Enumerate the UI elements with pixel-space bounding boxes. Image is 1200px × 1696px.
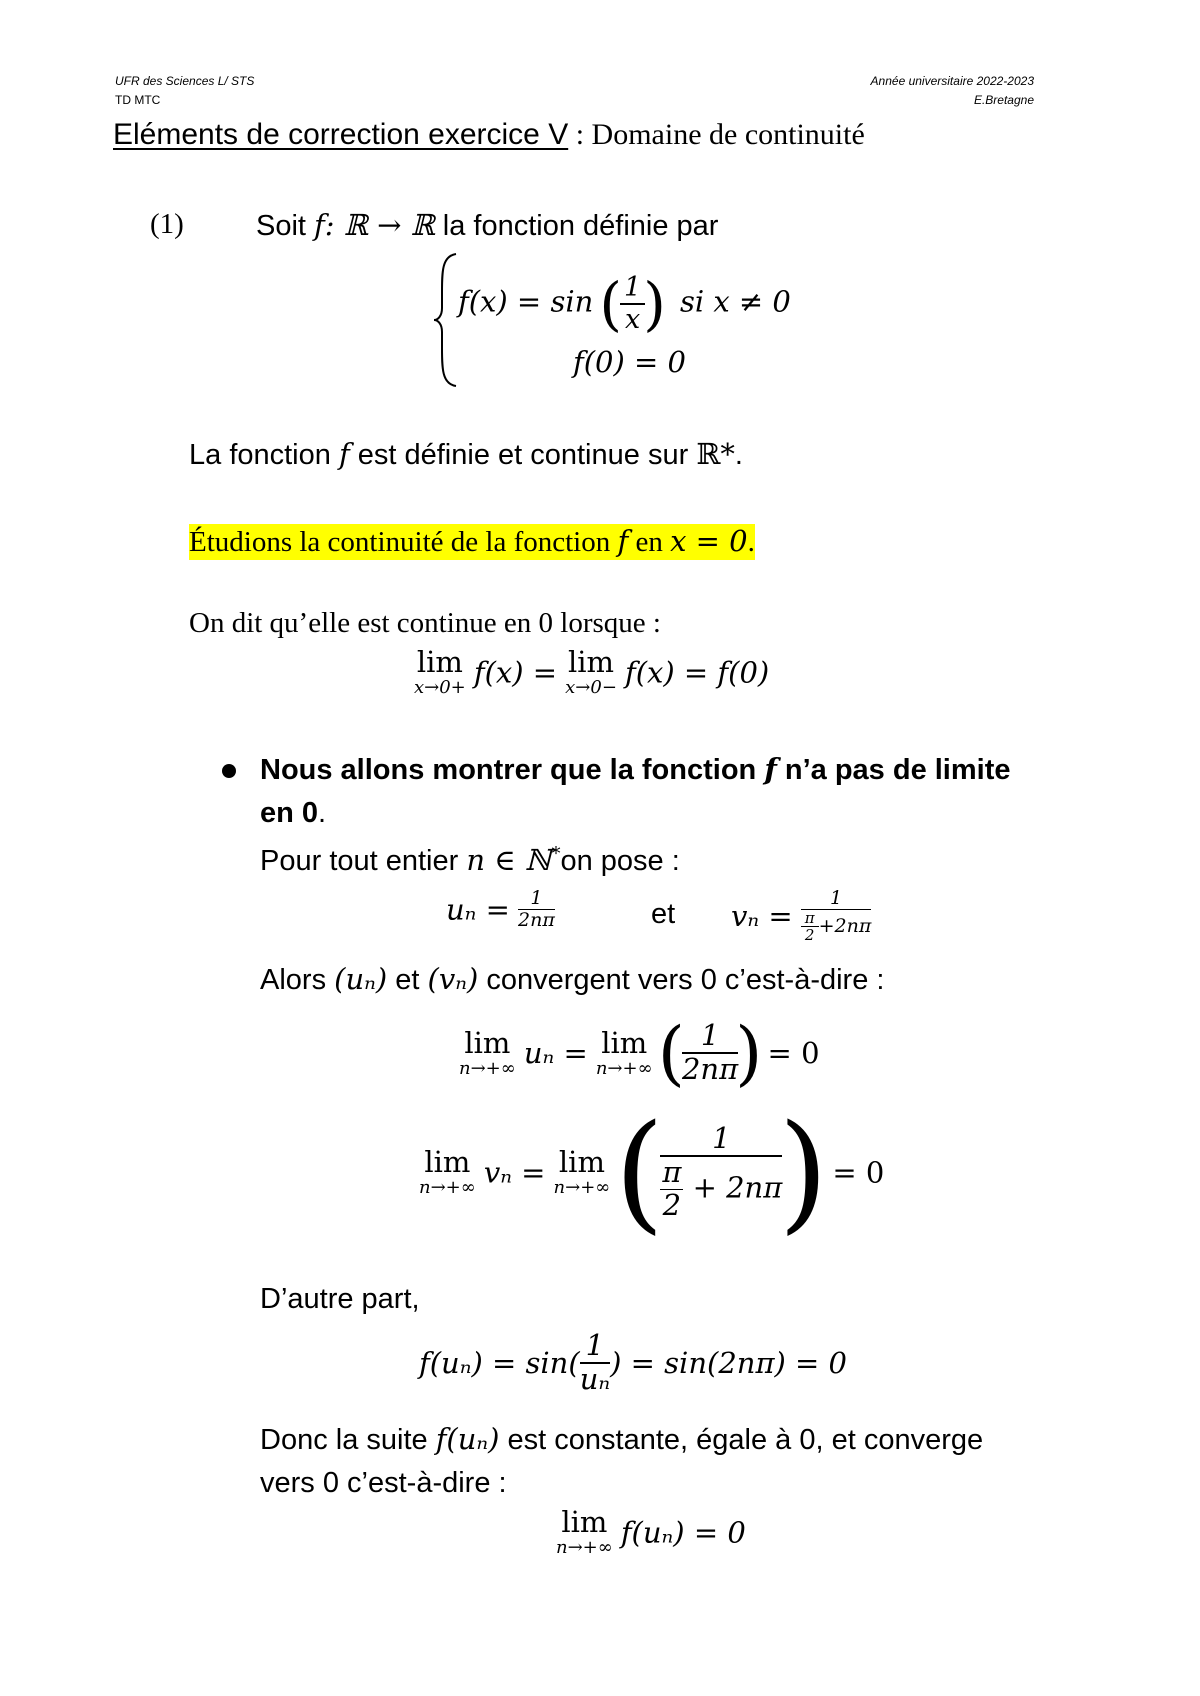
def-lim2 xyxy=(565,645,617,698)
bullet-line1 xyxy=(260,752,1011,787)
donc-math: f(uₙ) xyxy=(435,1422,500,1456)
donc-line2: vers 0 c’est-à-dire : xyxy=(260,1467,507,1499)
bullet-part1: Nous allons montrer que la fonction xyxy=(260,754,765,786)
case2: f(0) = 0 xyxy=(573,345,686,379)
continuity-line xyxy=(189,437,743,472)
lim-un-word1: lim xyxy=(464,1025,511,1060)
continuity-f: f xyxy=(338,437,350,471)
lim-vn-word2: lim xyxy=(558,1145,605,1179)
intro-line xyxy=(256,208,718,243)
lim2-den xyxy=(660,1157,782,1222)
highlight-mid: en xyxy=(628,526,671,558)
et-word: et xyxy=(651,898,676,930)
def-expr2: f(x) = f(0) xyxy=(624,655,770,690)
fun-fraction xyxy=(580,1330,610,1396)
left-brace xyxy=(432,252,460,388)
final-lim xyxy=(556,1505,613,1558)
vn-fraction xyxy=(801,888,872,944)
alors-suffix: convergent vers 0 c’est-à-dire : xyxy=(478,964,885,996)
vn-lhs: vₙ = xyxy=(731,898,793,933)
pose-math: n ∈ ℕ xyxy=(466,843,552,877)
lim2-den-pi: π xyxy=(662,1155,682,1190)
continuity-prefix: La fonction xyxy=(189,439,339,471)
un-fraction xyxy=(518,888,555,931)
header-left-line1: UFR des Sciences L/ STS xyxy=(115,74,255,88)
final-expr: f(uₙ) = 0 xyxy=(620,1515,746,1550)
title-part1: Eléments de correction exercice V xyxy=(113,118,569,151)
pose-suffix: on pose : xyxy=(560,845,680,877)
lim-vn-formula xyxy=(419,1098,884,1247)
lim1-den: 2nπ xyxy=(681,1052,739,1086)
def-lim1-word: lim xyxy=(416,645,463,679)
vn-den xyxy=(801,910,872,944)
lim2-fraction xyxy=(660,1123,782,1222)
case1-close-paren: ) xyxy=(643,270,666,338)
lim1-fraction xyxy=(682,1020,738,1086)
definition-formula xyxy=(414,645,770,698)
def-lim1 xyxy=(414,645,466,698)
vn-den-rest: +2nπ xyxy=(818,914,872,937)
definition-text: On dit qu’elle est continue en 0 lorsque : xyxy=(189,607,661,639)
lim2-den-rest: + 2nπ xyxy=(692,1170,783,1205)
lim-vn-sub2: n→+∞ xyxy=(553,1177,611,1198)
page-title xyxy=(113,118,865,152)
lim2-close-paren: ) xyxy=(778,1098,829,1247)
fun-den: uₙ xyxy=(579,1361,611,1396)
vn-num: 1 xyxy=(801,888,872,910)
lim-un-sub1: n→+∞ xyxy=(459,1057,516,1079)
lim-un-lim1 xyxy=(459,1025,516,1079)
highlight-end: . xyxy=(747,526,755,558)
bullet-line2 xyxy=(260,797,326,830)
intro-prefix: Soit xyxy=(256,210,315,242)
lim1-var: uₙ = xyxy=(523,1036,588,1070)
bullet-line2-dot: . xyxy=(318,797,327,829)
lim-un-formula xyxy=(459,1012,820,1094)
un-definition xyxy=(446,888,555,931)
lim2-num: 1 xyxy=(660,1123,782,1157)
lim2-den-frac xyxy=(660,1157,683,1222)
vn-definition xyxy=(731,888,871,944)
vn-den-frac xyxy=(801,910,819,944)
case1-frac-den: x xyxy=(624,304,641,335)
lim-un-sub2: n→+∞ xyxy=(595,1057,653,1079)
autre-part: D’autre part, xyxy=(260,1283,420,1315)
header-right-line1: Année universitaire 2022-2023 xyxy=(870,74,1034,88)
def-lim2-word: lim xyxy=(568,645,615,679)
lim1-result: = 0 xyxy=(767,1036,820,1070)
lim2-open-paren: ( xyxy=(614,1098,665,1247)
alors-mid: et xyxy=(387,964,428,996)
lim-un-word2: lim xyxy=(601,1025,648,1060)
highlight-line xyxy=(189,524,755,559)
final-lim-word: lim xyxy=(561,1505,608,1539)
donc-suffix: est constante, égale à 0, et converge xyxy=(499,1424,984,1456)
vn-den-pi: π xyxy=(801,910,819,928)
un-lhs: uₙ = xyxy=(446,892,510,927)
final-formula xyxy=(556,1505,746,1558)
bullet-f: f xyxy=(764,752,777,786)
lim2-var: vₙ = xyxy=(483,1155,546,1190)
alors-line xyxy=(260,962,884,997)
fun-formula xyxy=(419,1330,847,1396)
intro-suffix: la fonction définie par xyxy=(434,210,719,242)
def-lim1-sub: x→0+ xyxy=(414,677,466,698)
alors-prefix: Alors xyxy=(260,964,335,996)
pose-prefix: Pour tout entier xyxy=(260,845,467,877)
highlight-f: f xyxy=(617,524,629,558)
fun-num: 1 xyxy=(580,1330,610,1364)
lim1-num: 1 xyxy=(682,1020,738,1054)
lim-vn-word1: lim xyxy=(424,1145,471,1179)
header-left-line2: TD MTC xyxy=(115,93,161,107)
donc-line1 xyxy=(260,1422,983,1457)
case1-cond: si x ≠ 0 xyxy=(679,284,791,319)
lim2-den-2: 2 xyxy=(662,1187,682,1222)
highlight-block xyxy=(189,524,755,560)
fun-lhs: f(uₙ) = sin( xyxy=(419,1345,580,1380)
def-expr1: f(x) = xyxy=(473,655,558,690)
lim-vn-lim2 xyxy=(553,1145,611,1198)
title-part2: : Domaine de continuité xyxy=(568,118,865,151)
section-number: (1) xyxy=(150,208,184,240)
lim1-open-paren: ( xyxy=(657,1012,685,1094)
un-den: 2nπ xyxy=(518,908,555,931)
lim-un-lim2 xyxy=(595,1025,653,1079)
donc-prefix: Donc la suite xyxy=(260,1424,436,1456)
header-right-line2: E.Bretagne xyxy=(973,93,1034,107)
continuity-mid: est définie et continue sur xyxy=(349,439,697,471)
final-lim-sub: n→+∞ xyxy=(556,1537,613,1558)
case1-lhs: f(x) = sin xyxy=(458,284,594,319)
continuity-end: . xyxy=(734,439,743,471)
case1-frac-num: 1 xyxy=(620,273,645,305)
highlight-eq: x = 0 xyxy=(670,524,748,558)
bullet-line2-text: en 0 xyxy=(260,797,319,829)
intro-math: f: ℝ → ℝ xyxy=(314,208,435,242)
pose-star: * xyxy=(551,843,561,865)
pose-line xyxy=(260,843,680,878)
bullet-part2: n’a pas de limite xyxy=(776,754,1011,786)
continuity-set: ℝ* xyxy=(696,437,735,471)
bullet-dot xyxy=(222,764,236,778)
fun-rhs: ) = sin(2nπ) = 0 xyxy=(610,1345,848,1380)
highlight-text: Étudions la continuité de la fonction xyxy=(189,526,618,558)
lim-vn-sub1: n→+∞ xyxy=(419,1177,476,1198)
alors-un: (uₙ) xyxy=(334,962,388,996)
def-lim2-sub: x→0− xyxy=(565,677,617,698)
case1 xyxy=(458,270,791,338)
case1-fraction xyxy=(620,273,645,334)
vn-den-2: 2 xyxy=(804,926,815,945)
case1-open-paren: ( xyxy=(599,270,622,338)
lim-vn-lim1 xyxy=(419,1145,476,1198)
lim1-close-paren: ) xyxy=(735,1012,763,1094)
alors-vn: (vₙ) xyxy=(427,962,479,996)
un-num: 1 xyxy=(518,888,555,910)
lim2-result: = 0 xyxy=(832,1155,885,1190)
